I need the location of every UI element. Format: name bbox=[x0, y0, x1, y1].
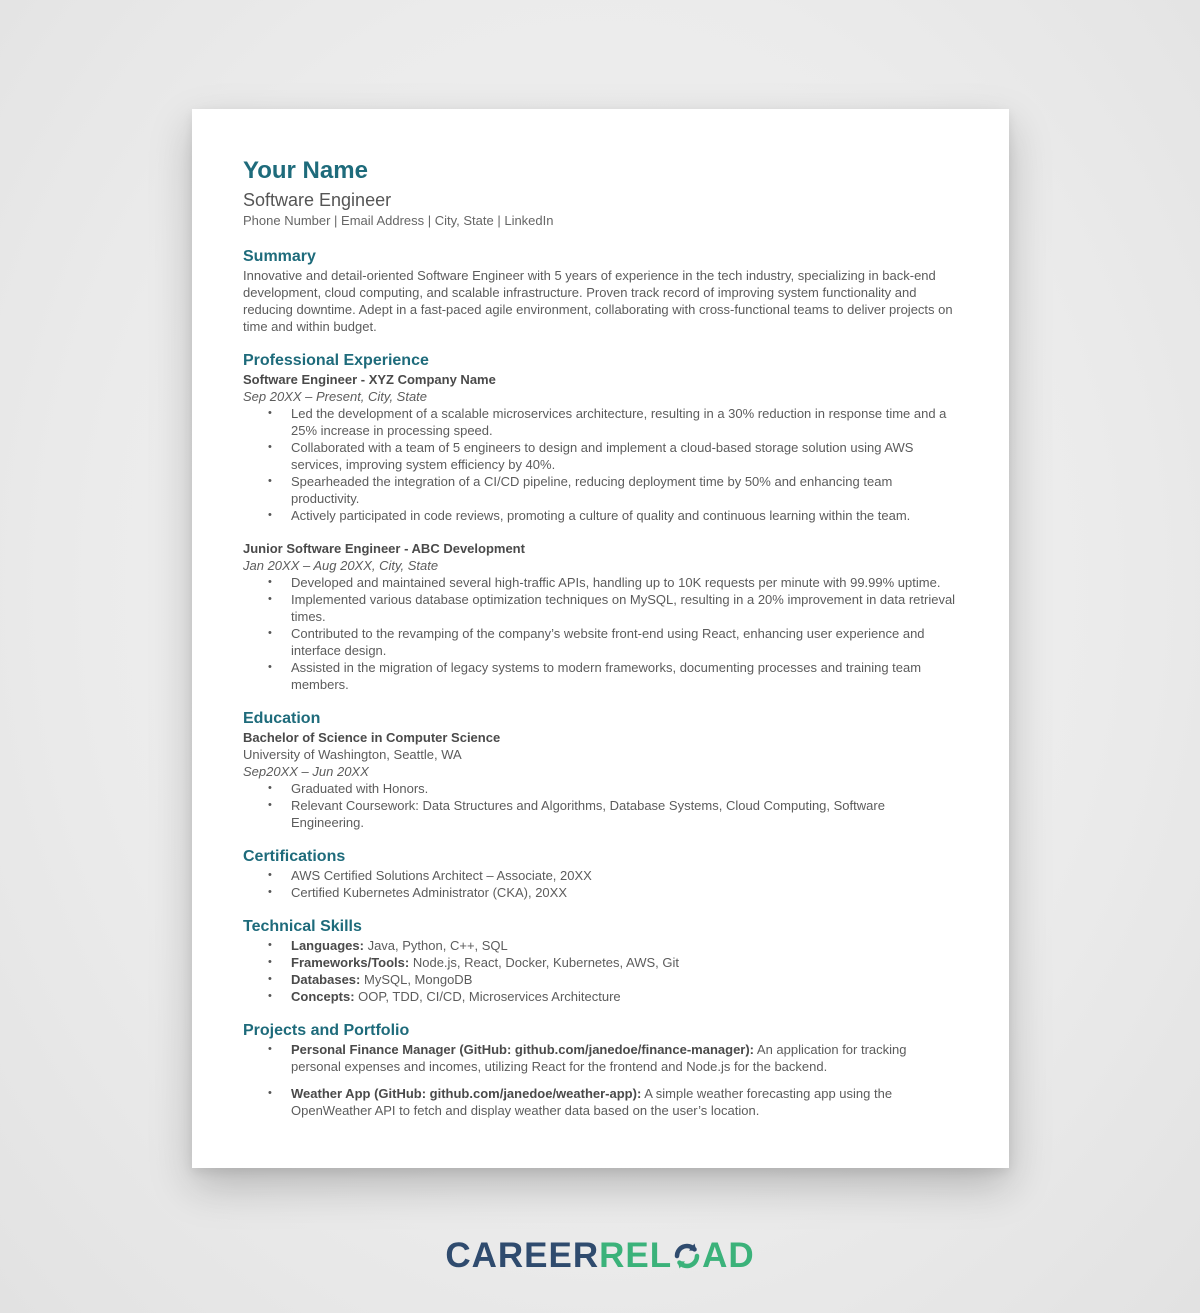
certification-item: • AWS Certified Solutions Architect – Associate, 20XX bbox=[291, 867, 958, 884]
skill-value: MySQL, MongoDB bbox=[360, 972, 473, 987]
projects-list bbox=[243, 1041, 958, 1119]
bullet-item: • Spearheaded the integration of a CI/CD pipeline, reducing deployment time by 50% and enhancing team productivity. bbox=[291, 473, 958, 507]
contact-line: Phone Number | Email Address | City, State | LinkedIn bbox=[243, 213, 554, 228]
skill-value: OOP, TDD, CI/CD, Microservices Architecture bbox=[354, 989, 621, 1004]
bullet-item: • Relevant Coursework: Data Structures and Algorithms, Database Systems, Cloud Computing, Software Engineering. bbox=[291, 797, 958, 831]
job-entry bbox=[243, 371, 958, 524]
logo-part-rel: REL bbox=[599, 1236, 673, 1275]
summary-text: Innovative and detail-oriented Software Engineer with 5 years of experience in the tech industry, specializing in back-end development, cloud computing, and scalable infrastructure. Proven track record of improving system functionality and reducing downtime. Adept in a fast-paced agile environment, collaborating with cross-functional teams to deliver projects on time and within budget. bbox=[243, 268, 953, 334]
resume-role: Software Engineer bbox=[243, 190, 392, 210]
education-heading: Education bbox=[243, 710, 321, 727]
bullet-item: • Graduated with Honors. bbox=[291, 780, 958, 797]
logo-part-ad: AD bbox=[702, 1236, 755, 1275]
skill-label: Databases: bbox=[291, 972, 361, 987]
bullet-item: • Collaborated with a team of 5 engineers to design and implement a cloud-based storage solution using AWS services, improving system efficiency by 40%. bbox=[291, 439, 958, 473]
skill-value: Java, Python, C++, SQL bbox=[363, 938, 508, 953]
resume-page bbox=[192, 109, 1009, 1168]
bullet-item: • Assisted in the migration of legacy systems to modern frameworks, documenting processes and training team members. bbox=[291, 659, 958, 693]
school: University of Washington, Seattle, WA bbox=[243, 747, 462, 762]
job-bullets bbox=[243, 405, 958, 524]
job-date: Sep 20XX – Present, City, State bbox=[243, 389, 428, 404]
job-title: Junior Software Engineer - ABC Development bbox=[243, 541, 525, 556]
summary-heading: Summary bbox=[243, 248, 316, 265]
bullet-item: • Led the development of a scalable microservices architecture, resulting in a 30% reduction in response time and a 25% increase in processing speed. bbox=[291, 405, 958, 439]
education-bullets bbox=[243, 780, 958, 831]
skills-list bbox=[243, 937, 958, 1005]
project-label: Weather App (GitHub: github.com/janedoe/weather-app): bbox=[291, 1086, 642, 1101]
skill-value: Node.js, React, Docker, Kubernetes, AWS, Git bbox=[409, 955, 679, 970]
experience-heading: Professional Experience bbox=[243, 352, 429, 369]
logo-part-career: CAREER bbox=[445, 1236, 600, 1275]
job-entry bbox=[243, 540, 958, 693]
certification-item: • Certified Kubernetes Administrator (CKA), 20XX bbox=[291, 884, 958, 901]
projects-heading: Projects and Portfolio bbox=[243, 1022, 410, 1039]
careerreload-logo bbox=[0, 1236, 1200, 1276]
skill-item bbox=[291, 971, 958, 988]
refresh-o-icon bbox=[672, 1241, 702, 1271]
certifications-list bbox=[243, 867, 958, 901]
degree: Bachelor of Science in Computer Science bbox=[243, 730, 501, 745]
project-description: A simple weather forecasting app using the OpenWeather API to fetch and display weather data based on the user’s location. bbox=[291, 1086, 893, 1118]
skill-item bbox=[291, 988, 958, 1005]
job-date: Jan 20XX – Aug 20XX, City, State bbox=[243, 558, 439, 573]
skill-item bbox=[291, 937, 958, 954]
project-item bbox=[291, 1085, 958, 1119]
resume-name: Your Name bbox=[243, 157, 368, 184]
certifications-heading: Certifications bbox=[243, 848, 346, 865]
skill-label: Concepts: bbox=[291, 989, 355, 1004]
project-description: An application for tracking personal expenses and incomes, utilizing React for the frontend and Node.js for the backend. bbox=[291, 1042, 907, 1074]
skill-item bbox=[291, 954, 958, 971]
bullet-item: • Implemented various database optimization techniques on MySQL, resulting in a 20% improvement in data retrieval times. bbox=[291, 591, 958, 625]
project-label: Personal Finance Manager (GitHub: github.com/janedoe/finance-manager): bbox=[291, 1042, 755, 1057]
project-item bbox=[291, 1041, 958, 1075]
bullet-item: • Developed and maintained several high-traffic APIs, handling up to 10K requests per minute with 99.99% uptime. bbox=[291, 574, 958, 591]
skill-label: Frameworks/Tools: bbox=[291, 955, 410, 970]
skill-label: Languages: bbox=[291, 938, 364, 953]
skills-heading: Technical Skills bbox=[243, 918, 362, 935]
job-bullets bbox=[243, 574, 958, 693]
bullet-item: • Contributed to the revamping of the company’s website front-end using React, enhancing user experience and interface design. bbox=[291, 625, 958, 659]
job-title: Software Engineer - XYZ Company Name bbox=[243, 372, 496, 387]
bullet-item: • Actively participated in code reviews, promoting a culture of quality and continuous learning within the team. bbox=[291, 507, 958, 524]
education-date: Sep20XX – Jun 20XX bbox=[243, 764, 369, 779]
